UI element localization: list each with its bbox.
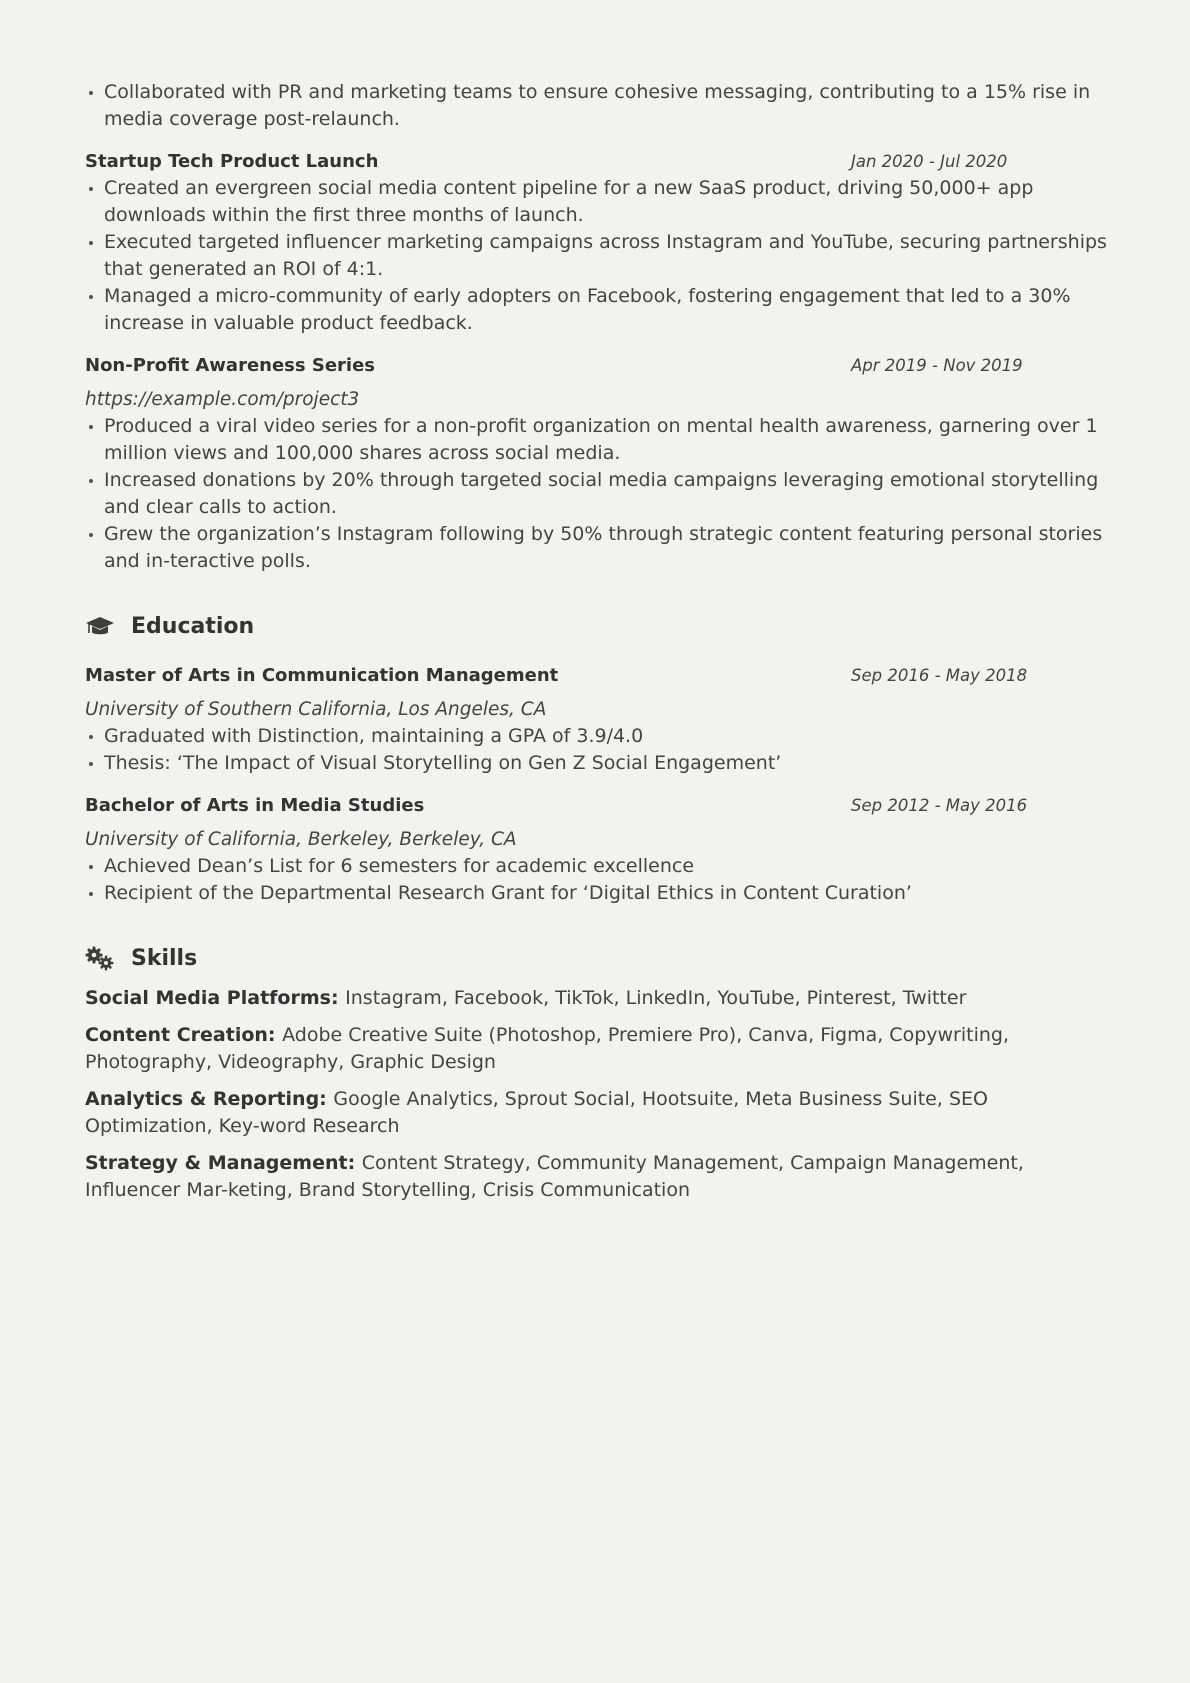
skill-value: Google Analytics, Sprout Social, Hootsuite, Meta Business Suite, SEO Optimization, Key-word Research [85,1088,988,1137]
skill-label: Analytics & Reporting: [85,1088,334,1110]
education-bullets [85,723,1105,777]
list-item: Collaborated with PR and marketing teams to ensure cohesive messaging, contributing to a 15% rise in media coverage post-relaunch. [85,79,1130,133]
school-name: University of California, Berkeley, Berkeley, CA [85,829,517,850]
education-header [85,793,1105,819]
skill-row [85,1150,1105,1204]
list-item: Graduated with Distinction, maintaining a GPA of 3.9/4.0 [85,723,1130,750]
skill-value: Content Strategy, Community Management, Campaign Management, Influencer Mar-keting, Brand Storytelling, Crisis Communication [85,1152,1024,1201]
education-date: Sep 2016 - May 2018 [851,666,1028,685]
list-item: Thesis: ‘The Impact of Visual Storytelling on Gen Z Social Engagement’ [85,750,1130,777]
project-title: Non-Profit Awareness Series [85,355,376,376]
education-date: Sep 2012 - May 2016 [851,796,1028,815]
degree-title: Master of Arts in Communication Management [85,665,559,686]
skills-list [85,985,1105,1204]
degree-title: Bachelor of Arts in Media Studies [85,795,425,816]
education-bullets [85,853,1105,907]
education-section-header [85,611,1105,643]
section-title: Skills [131,946,198,971]
list-item: Achieved Dean’s List for 6 semesters for academic excellence [85,853,1130,880]
skills-section-header [85,943,1105,975]
skill-label: Strategy & Management: [85,1152,362,1174]
project-continued-bullets [85,79,1105,133]
project-bullets [85,413,1105,575]
education-header [85,663,1105,689]
section-title: Education [131,614,255,639]
skill-value: Adobe Creative Suite (Photoshop, Premiere Pro), Canva, Figma, Copywriting, Photography, Videography, Graphic Design [85,1024,1010,1073]
project-bullets [85,175,1105,337]
list-item: Executed targeted influencer marketing campaigns across Instagram and YouTube, securing partnerships that generated an ROI of 4:1. [85,229,1130,283]
project-date: Jan 2020 - Jul 2020 [851,152,1008,171]
project-header [85,149,1105,175]
education-entry [85,793,1105,907]
list-item: Grew the organization’s Instagram following by 50% through strategic content featuring personal stories and in-teractive polls. [85,521,1130,575]
gears-icon [85,946,115,972]
skill-row [85,985,1105,1012]
list-item: Managed a micro-community of early adopters on Facebook, fostering engagement that led to a 30% increase in valuable product feedback. [85,283,1130,337]
project-title: Startup Tech Product Launch [85,151,379,172]
project-link[interactable]: https://example.com/project3 [85,389,360,410]
project-entry [85,353,1105,575]
skill-row [85,1022,1105,1076]
skill-row [85,1086,1105,1140]
education-entry [85,663,1105,777]
graduation-cap-icon [85,614,115,640]
skill-value: Instagram, Facebook, TikTok, LinkedIn, YouTube, Pinterest, Twitter [345,987,967,1009]
project-date: Apr 2019 - Nov 2019 [851,356,1023,375]
list-item: Produced a viral video series for a non-profit organization on mental health awareness, garnering over 1 million views and 100,000 shares across social media. [85,413,1130,467]
list-item: Recipient of the Departmental Research Grant for ‘Digital Ethics in Content Curation’ [85,880,1130,907]
list-item: Increased donations by 20% through targeted social media campaigns leveraging emotional storytelling and clear calls to action. [85,467,1130,521]
project-header [85,353,1105,379]
skill-label: Social Media Platforms: [85,987,346,1009]
project-entry [85,149,1105,337]
school-name: University of Southern California, Los Angeles, CA [85,699,547,720]
skill-label: Content Creation: [85,1024,283,1046]
list-item: Created an evergreen social media content pipeline for a new SaaS product, driving 50,000+ app downloads within the first three months of launch. [85,175,1130,229]
